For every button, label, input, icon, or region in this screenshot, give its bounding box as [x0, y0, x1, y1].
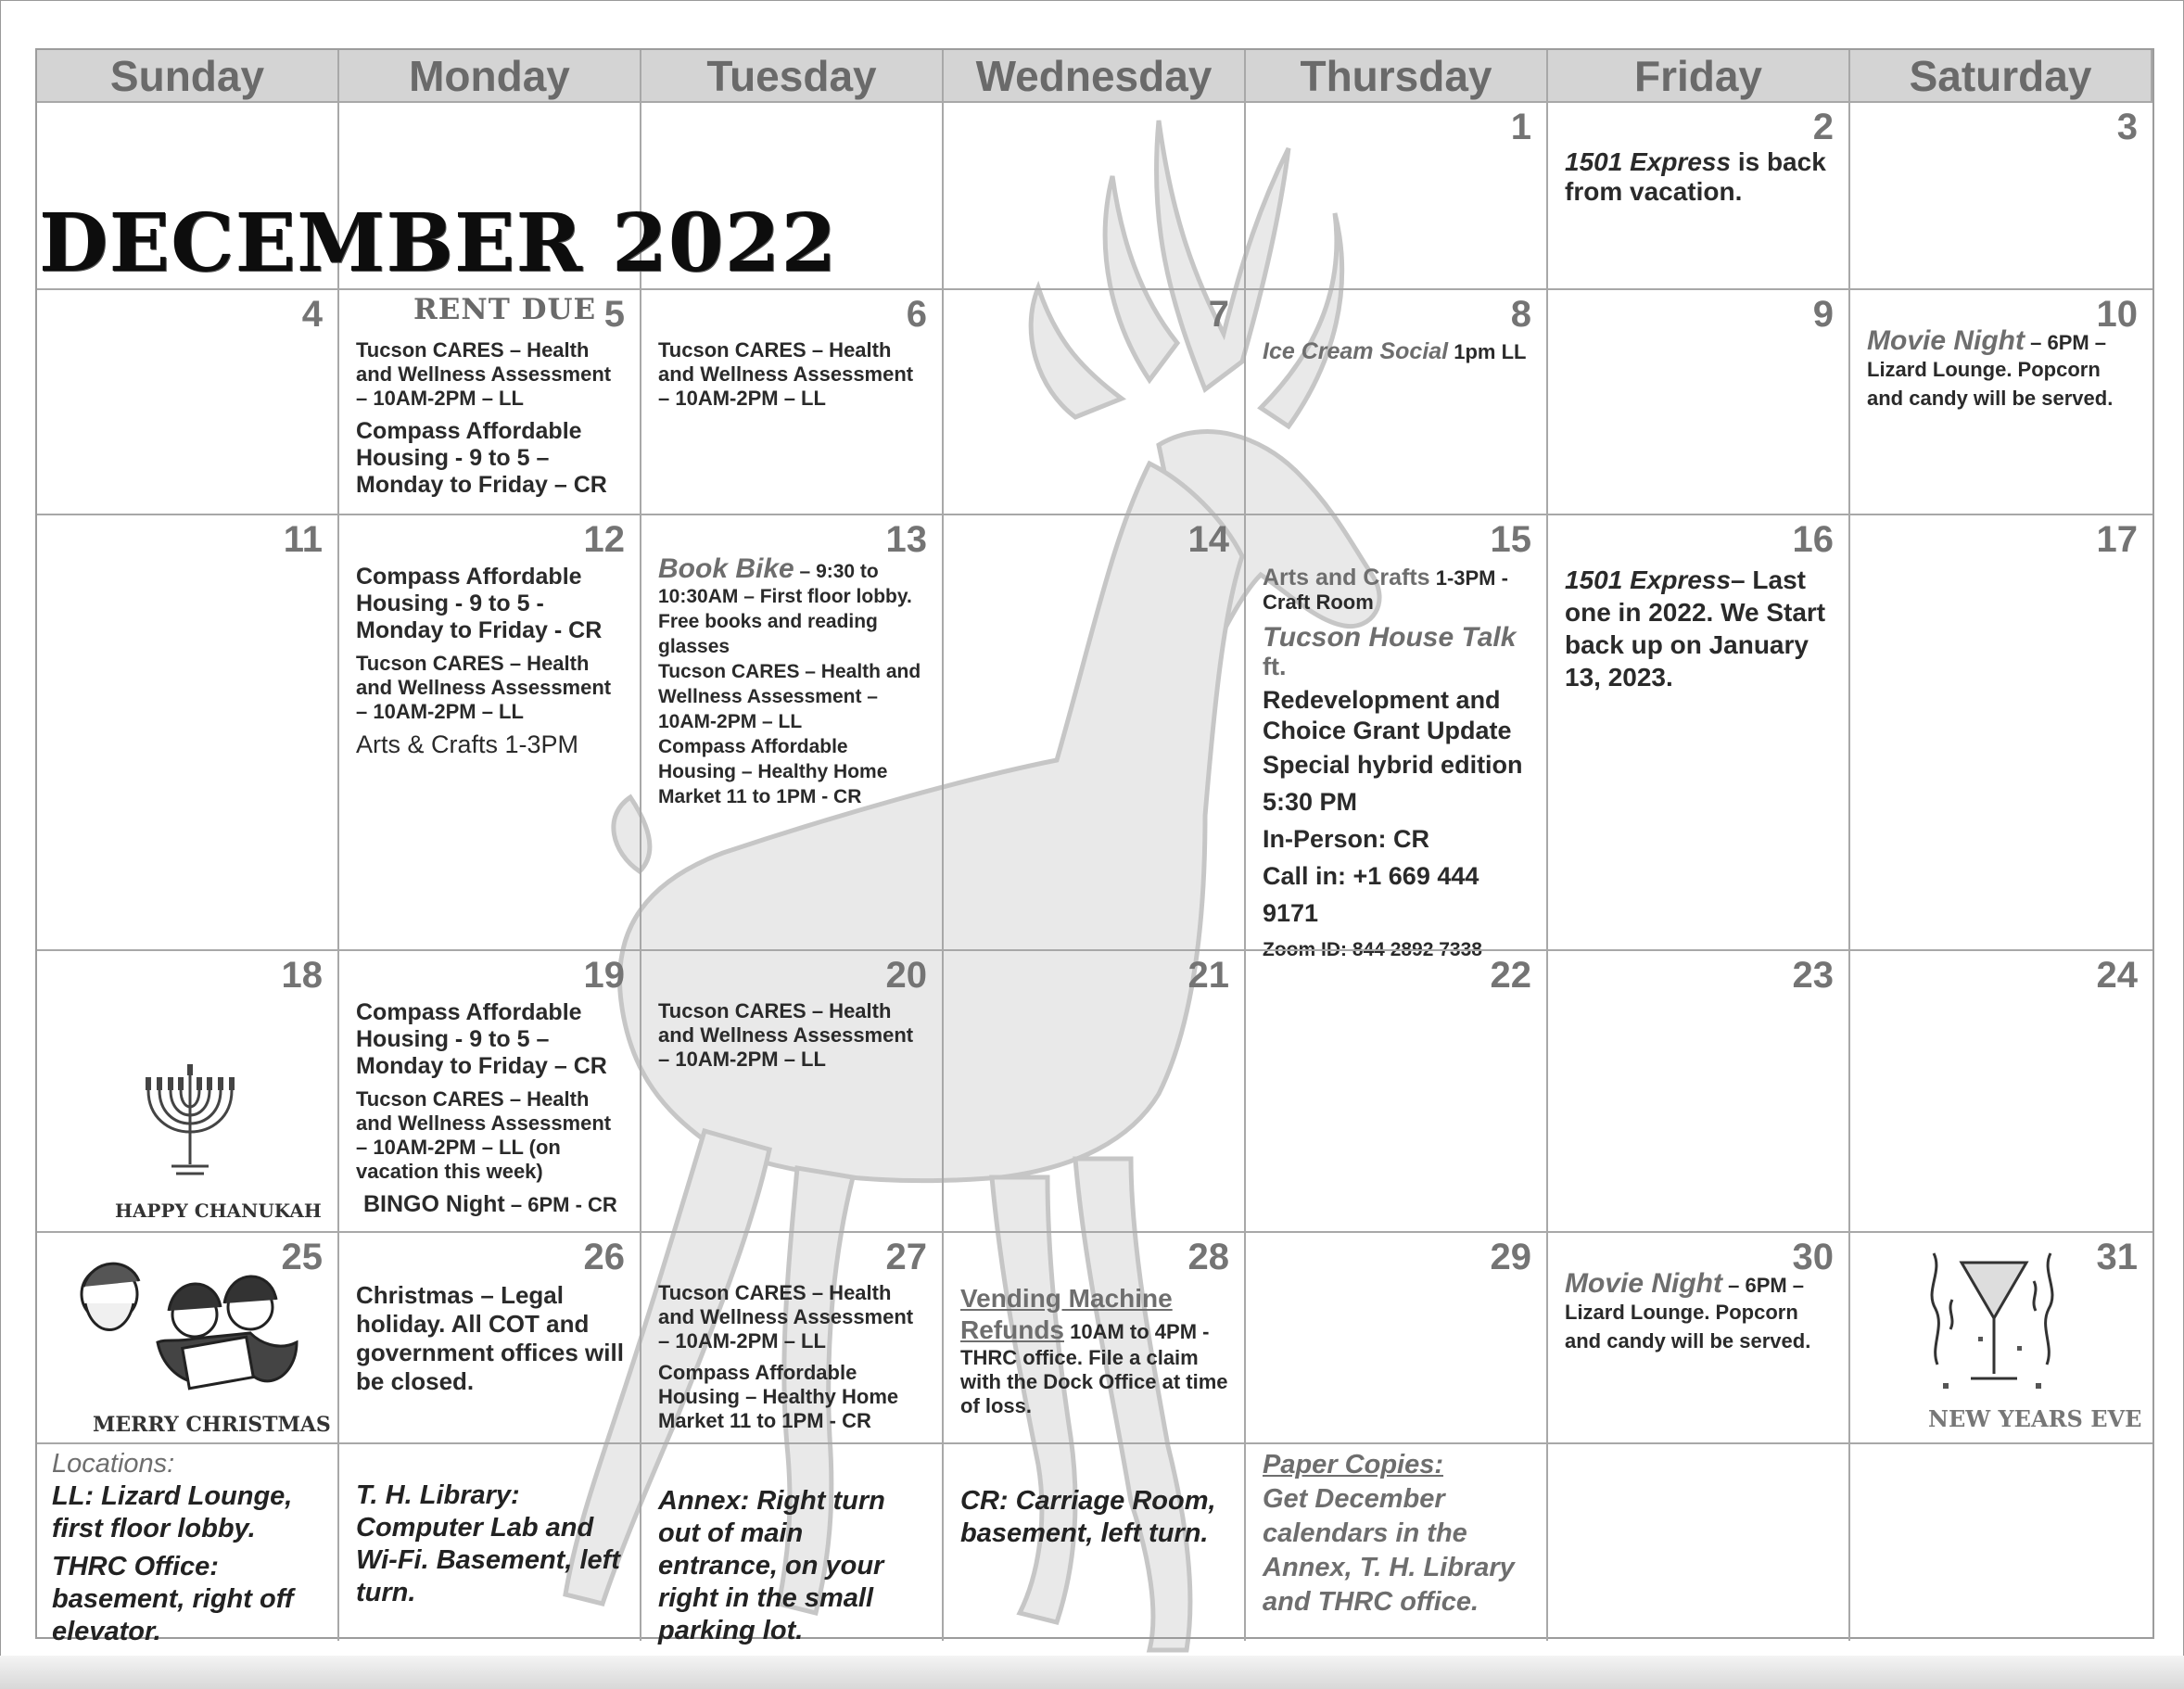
event-name: Book Bike — [658, 553, 794, 584]
event-text: Tucson CARES – Health and Wellness Assessment – 10AM-2PM – LL — [658, 661, 921, 732]
carolers-icon — [65, 1250, 306, 1407]
day-cell-21 — [944, 949, 1246, 1231]
event-name: Arts and Crafts — [1263, 565, 1430, 591]
event-name: 1501 Express — [1565, 565, 1732, 594]
day-cell-10 — [1850, 288, 2152, 514]
weekday-sunday: Sunday — [37, 50, 339, 101]
day-number: 12 — [583, 519, 625, 560]
day-number: 9 — [1812, 294, 1834, 335]
day-number: 17 — [2096, 519, 2138, 560]
day-cell-14 — [944, 514, 1246, 949]
day-cell-22 — [1246, 949, 1548, 1231]
day-number: 13 — [885, 519, 927, 560]
day-number: 30 — [1792, 1237, 1834, 1277]
day-number: 5 — [603, 294, 625, 335]
event-text: Compass Affordable Housing – Healthy Home Market 11 to 1PM - CR — [658, 736, 888, 807]
day-number: 24 — [2096, 955, 2138, 996]
day-number: 7 — [1208, 294, 1229, 335]
event-text: Lizard Lounge. Popcorn and candy will be served. — [1565, 1301, 1811, 1352]
event-name: Vending Machine Refunds — [960, 1284, 1173, 1344]
location-cr: CR: Carriage Room, basement, left turn. — [960, 1486, 1216, 1548]
day-number: 3 — [2116, 107, 2138, 147]
day-cell-28 — [944, 1231, 1246, 1442]
day-cell-18 — [37, 949, 339, 1231]
event-time: – 6PM – — [1722, 1274, 1805, 1297]
day-number: 8 — [1510, 294, 1531, 335]
event-text: Tucson CARES – Health and Wellness Assessment – 10AM-2PM – LL — [658, 338, 914, 410]
event-text: Christmas – Legal holiday. All COT and government offices will be closed. — [356, 1281, 624, 1395]
day-number: 19 — [583, 955, 625, 996]
menorah-icon — [139, 1062, 241, 1183]
day-number: 4 — [301, 294, 323, 335]
event-time: – 6PM – — [2025, 331, 2107, 354]
day-cell-16 — [1548, 514, 1850, 949]
day-number: 20 — [885, 955, 927, 996]
paper-title: Paper Copies: — [1263, 1450, 1443, 1479]
footer-locations — [37, 1442, 339, 1646]
day-number: 10 — [2096, 294, 2138, 335]
day-number: 28 — [1187, 1237, 1229, 1277]
day-number: 23 — [1792, 955, 1834, 996]
day-number: 16 — [1792, 519, 1834, 560]
day-number: 11 — [283, 519, 323, 560]
new-years-caption: NEW YEARS EVE — [1928, 1405, 2142, 1432]
event-text: Tucson CARES – Health and Wellness Assessment – 10AM-2PM – LL — [658, 1281, 914, 1352]
paper-text: Get December calendars in the Annex, T. H. Library and THRC office. — [1263, 1484, 1515, 1617]
footer-annex — [641, 1442, 944, 1645]
day-number: 6 — [906, 294, 927, 335]
locations-title: Locations: — [52, 1449, 175, 1479]
location-library: T. H. Library: Computer Lab and Wi-Fi. Basement, left turn. — [356, 1480, 620, 1607]
day-number: 18 — [281, 955, 323, 996]
day-cell-11 — [37, 514, 339, 949]
day-number: 15 — [1490, 519, 1531, 560]
day-cell-24 — [1850, 949, 2152, 1231]
day-number: 25 — [281, 1237, 323, 1277]
day-cell-29 — [1246, 1231, 1548, 1442]
footer-empty — [1548, 1442, 1850, 1641]
event-text: Tucson CARES – Health and Wellness Assessment – 10AM-2PM – LL — [356, 338, 612, 410]
weekday-monday: Monday — [339, 50, 641, 101]
event-text: Tucson CARES – Health and Wellness Assessment – 10AM-2PM – LL — [356, 652, 612, 723]
day-cell-4 — [37, 288, 339, 514]
chanukah-caption: HAPPY CHANUKAH — [115, 1200, 322, 1222]
event-name: Ice Cream Social — [1263, 338, 1449, 364]
event-text: Compass Affordable Housing - 9 to 5 – Monday to Friday – CR — [356, 418, 607, 498]
event-text: – 6PM - CR — [504, 1193, 617, 1216]
day-number: 21 — [1187, 955, 1229, 996]
weekday-tuesday: Tuesday — [641, 50, 944, 101]
day-number: 22 — [1490, 955, 1531, 996]
weekday-thursday: Thursday — [1246, 50, 1548, 101]
day-cell-26 — [339, 1231, 641, 1442]
event-text: – Last one in 2022. We Start back up on January 13, 2023. — [1565, 565, 1826, 692]
month-title: DECEMBER 2022 — [39, 197, 838, 290]
day-cell-23 — [1548, 949, 1850, 1231]
event-text: Redevelopment and Choice Grant Update — [1263, 686, 1512, 744]
day-number: 31 — [2096, 1237, 2138, 1277]
day-cell-1 — [1246, 101, 1548, 288]
location-thrc: THRC Office: basement, right off elevator. — [52, 1552, 294, 1646]
event-text: ft. — [1263, 653, 1287, 680]
day-number: 26 — [583, 1237, 625, 1277]
event-name: Movie Night — [1867, 325, 2025, 356]
day-number: 2 — [1812, 107, 1834, 147]
event-name: Tucson House Talk — [1263, 622, 1517, 653]
day-number: 14 — [1187, 519, 1229, 560]
day-cell-27 — [641, 1231, 944, 1442]
event-text: Call in: +1 669 444 9171 — [1263, 862, 1479, 927]
event-name: Movie Night — [1565, 1268, 1722, 1299]
footer-library — [339, 1442, 641, 1641]
event-text: Arts & Crafts 1-3PM — [356, 730, 579, 758]
event-text: Tucson CARES – Health and Wellness Assessment – 10AM-2PM – LL — [658, 999, 914, 1071]
day-number: 1 — [1510, 107, 1531, 147]
event-text: 10AM to 4PM - THRC office. File a claim with the Dock Office at time of loss. — [960, 1320, 1228, 1417]
day-cell-31 — [1850, 1231, 2152, 1442]
champagne-glass-icon — [1924, 1244, 2063, 1402]
day-cell-2 — [1548, 101, 1850, 288]
event-text: 5:30 PM — [1263, 788, 1358, 816]
day-cell-19 — [339, 949, 641, 1231]
day-cell-13 — [641, 514, 944, 949]
location-ll: LL: Lizard Lounge, first floor lobby. — [52, 1481, 293, 1543]
day-cell-17 — [1850, 514, 2152, 949]
event-text: Tucson CARES – Health and Wellness Assessment – 10AM-2PM – LL (on vacation this week) — [356, 1087, 612, 1183]
day-cell-6 — [641, 288, 944, 514]
day-cell-7 — [944, 288, 1246, 514]
footer-empty — [1850, 1442, 2152, 1641]
event-text: Special hybrid edition — [1263, 751, 1523, 779]
event-name: BINGO Night — [363, 1191, 505, 1217]
weekday-wednesday: Wednesday — [944, 50, 1246, 101]
day-cell-8 — [1246, 288, 1548, 514]
day-cell-3 — [1850, 101, 2152, 288]
event-text: is back from vacation. — [1565, 147, 1826, 206]
event-text: 1pm LL — [1448, 340, 1527, 363]
event-text: Compass Affordable Housing – Healthy Home Market 11 to 1PM - CR — [658, 1361, 899, 1432]
footer-cr — [944, 1442, 1246, 1641]
event-text: 1-3PM - Craft Room — [1263, 566, 1508, 614]
day-cell-25 — [37, 1231, 339, 1442]
weekday-friday: Friday — [1548, 50, 1850, 101]
day-cell-12 — [339, 514, 641, 949]
event-text: Compass Affordable Housing - 9 to 5 - Monday to Friday - CR — [356, 564, 603, 643]
event-text: Lizard Lounge. Popcorn and candy will be served. — [1867, 358, 2114, 410]
event-text: In-Person: CR — [1263, 825, 1430, 853]
day-cell-15 — [1246, 514, 1548, 960]
day-cell-30 — [1548, 1231, 1850, 1442]
event-name: 1501 Express — [1565, 147, 1732, 176]
day-number: 29 — [1490, 1237, 1531, 1277]
day-number: 27 — [885, 1237, 927, 1277]
day-cell-9 — [1548, 288, 1850, 514]
rent-due-label: RENT DUE — [413, 293, 597, 326]
event-text: Compass Affordable Housing - 9 to 5 – Monday to Friday – CR — [356, 999, 607, 1079]
event-text: – 9:30 to 10:30AM – First floor lobby. Free books and reading glasses — [658, 561, 912, 657]
weekday-saturday: Saturday — [1850, 50, 2152, 101]
day-cell-20 — [641, 949, 944, 1231]
event-text: Zoom ID: 844 2892 7338 — [1263, 939, 1482, 960]
footer-paper — [1246, 1442, 1548, 1641]
location-annex: Annex: Right turn out of main entrance, on your right in the small parking lot. — [658, 1486, 885, 1645]
day-cell-empty — [944, 101, 1246, 288]
christmas-caption: MERRY CHRISTMAS — [93, 1413, 331, 1437]
